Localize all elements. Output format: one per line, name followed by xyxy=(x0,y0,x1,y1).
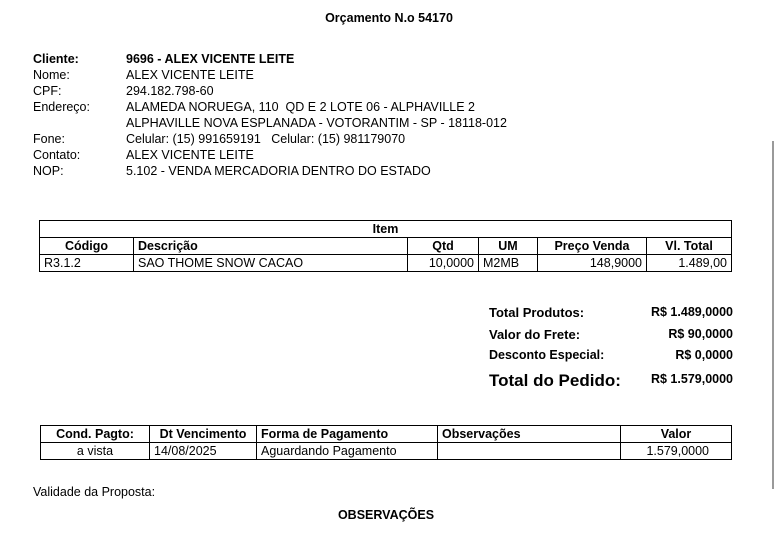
pay-valor: 1.579,0000 xyxy=(621,443,732,460)
frete-value: R$ 90,0000 xyxy=(668,327,733,341)
items-table xyxy=(39,220,732,272)
frete-label: Valor do Frete: xyxy=(489,327,581,342)
fone-value: Celular: (15) 991659191 Celular: (15) 981179070 xyxy=(126,132,406,146)
col-descricao: Descrição xyxy=(134,238,408,255)
total-produtos-value: R$ 1.489,0000 xyxy=(650,305,733,319)
items-header-row xyxy=(40,238,732,255)
item-preco: 148,9000 xyxy=(538,255,647,272)
endereco-line1: ALAMEDA NORUEGA, 110 QD E 2 LOTE 06 - ALPHAVILLE 2 xyxy=(126,100,475,114)
endereco-label: Endereço: xyxy=(33,100,90,114)
cliente-row xyxy=(33,51,294,67)
cpf-row xyxy=(33,83,214,99)
cliente-value: 9696 - ALEX VICENTE LEITE xyxy=(126,52,295,66)
item-total: 1.489,00 xyxy=(647,255,732,272)
pay-venc: 14/08/2025 xyxy=(150,443,257,460)
pay-cond: a vista xyxy=(41,443,150,460)
endereco-row xyxy=(33,99,475,115)
nome-label: Nome: xyxy=(33,68,70,82)
nome-value: ALEX VICENTE LEITE xyxy=(126,68,254,82)
total-produtos-label: Total Produtos: xyxy=(489,305,585,320)
col-total: Vl. Total xyxy=(647,238,732,255)
endereco-row-2 xyxy=(33,115,507,131)
col-obs: Observações xyxy=(438,426,621,443)
item-um: M2MB xyxy=(479,255,538,272)
fone-row xyxy=(33,131,405,147)
cliente-label: Cliente: xyxy=(33,52,79,66)
col-um: UM xyxy=(479,238,538,255)
pay-forma: Aguardando Pagamento xyxy=(257,443,438,460)
col-valor: Valor xyxy=(621,426,732,443)
total-pedido-value: R$ 1.579,0000 xyxy=(650,372,733,386)
scrollbar[interactable] xyxy=(772,141,774,489)
col-qtd: Qtd xyxy=(408,238,479,255)
nome-row xyxy=(33,67,254,83)
validade-label: Validade da Proposta: xyxy=(33,485,156,499)
observacoes-title: OBSERVAÇÕES xyxy=(337,508,435,522)
fone-label: Fone: xyxy=(33,132,65,146)
nop-label: NOP: xyxy=(33,164,64,178)
nop-row xyxy=(33,163,431,179)
payment-header-row xyxy=(41,426,732,443)
contato-value: ALEX VICENTE LEITE xyxy=(126,148,254,162)
desconto-label: Desconto Especial: xyxy=(489,348,605,362)
desconto-value: R$ 0,0000 xyxy=(675,348,733,362)
table-row xyxy=(41,443,732,460)
endereco-line2: ALPHAVILLE NOVA ESPLANADA - VOTORANTIM - SP - 18118-012 xyxy=(126,116,507,130)
cpf-label: CPF: xyxy=(33,84,62,98)
col-codigo: Código xyxy=(40,238,134,255)
col-venc: Dt Vencimento xyxy=(150,426,257,443)
cpf-value: 294.182.798-60 xyxy=(126,84,214,98)
pay-obs xyxy=(438,443,621,460)
contato-label: Contato: xyxy=(33,148,81,162)
col-cond: Cond. Pagto: xyxy=(41,426,150,443)
payment-table xyxy=(40,425,732,460)
document-title: Orçamento N.o 54170 xyxy=(325,11,453,25)
item-descricao: SAO THOME SNOW CACAO xyxy=(134,255,408,272)
table-row xyxy=(40,255,732,272)
items-caption: Item xyxy=(40,221,732,238)
item-qtd: 10,0000 xyxy=(408,255,479,272)
nop-value: 5.102 - VENDA MERCADORIA DENTRO DO ESTADO xyxy=(126,164,431,178)
item-codigo: R3.1.2 xyxy=(40,255,134,272)
contato-row xyxy=(33,147,254,163)
col-forma: Forma de Pagamento xyxy=(257,426,438,443)
total-pedido-label: Total do Pedido: xyxy=(489,371,621,390)
col-preco: Preço Venda xyxy=(538,238,647,255)
